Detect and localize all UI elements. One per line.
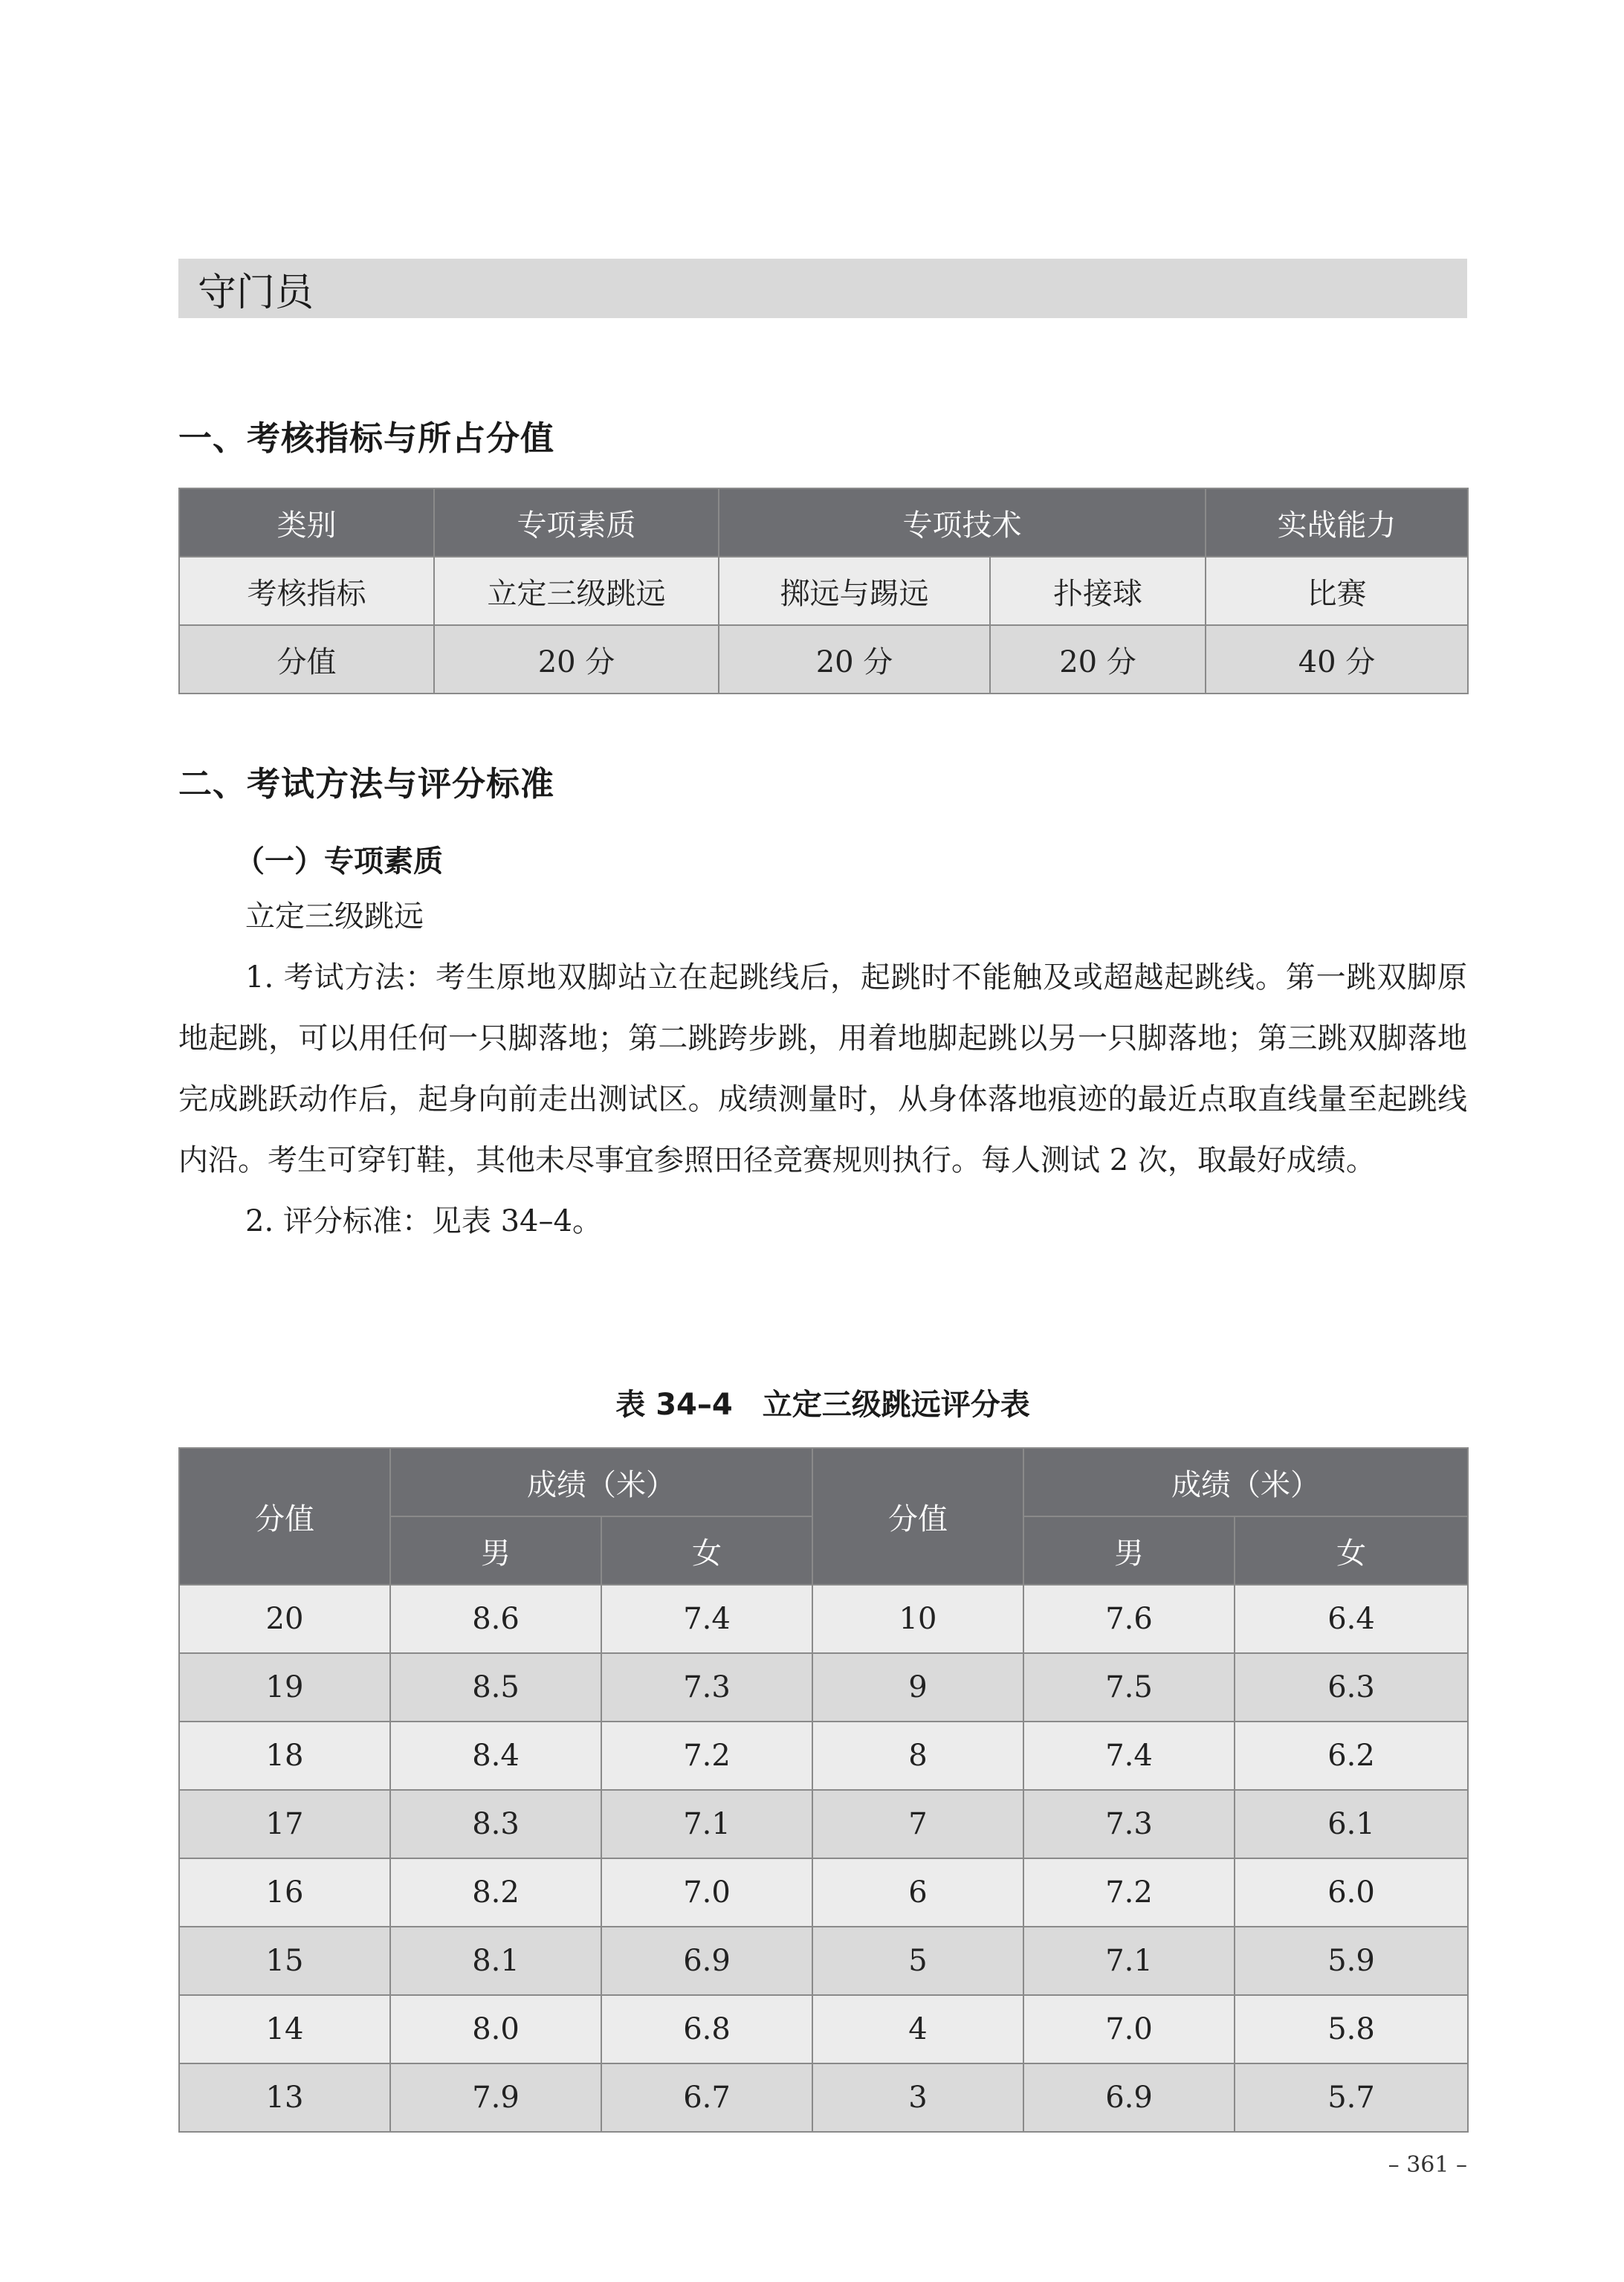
table-cell: 9: [812, 1653, 1023, 1722]
table-cell: 6.4: [1235, 1585, 1468, 1653]
table-cell: 20 分: [719, 625, 990, 694]
table-cell: 20 分: [434, 625, 719, 694]
table-cell: 8.4: [390, 1722, 601, 1790]
table-cell: 比赛: [1206, 557, 1468, 625]
indicator-table: [178, 488, 1469, 694]
table-cell: 掷远与踢远: [719, 557, 990, 625]
table-cell: 3: [812, 2063, 1023, 2132]
table-row: [179, 1722, 1468, 1790]
section-title-banner: [178, 259, 1467, 318]
body-text: [178, 886, 1467, 1252]
table-cell: 8.0: [390, 1995, 601, 2063]
header-cell: 专项技术: [719, 488, 1206, 557]
score-row: [179, 625, 1468, 694]
table-cell: 分值: [179, 625, 434, 694]
table-row: [179, 1585, 1468, 1653]
scoring-header-row: [179, 1448, 1468, 1516]
header-cell: 成绩（米）: [1023, 1448, 1468, 1516]
table-cell: 7.0: [601, 1858, 812, 1927]
header-cell: 女: [1235, 1516, 1468, 1585]
standard-paragraph: 2. 评分标准：见表 34–4。: [245, 1204, 602, 1238]
table-cell: 5.7: [1235, 2063, 1468, 2132]
header-cell: 女: [601, 1516, 812, 1585]
table-cell: 13: [179, 2063, 390, 2132]
header-cell: 分值: [179, 1448, 390, 1585]
table-cell: 17: [179, 1790, 390, 1858]
table-cell: 7.5: [1023, 1653, 1235, 1722]
table-cell: 18: [179, 1722, 390, 1790]
table-cell: 6.2: [1235, 1722, 1468, 1790]
table-cell: 5: [812, 1927, 1023, 1995]
table-cell: 10: [812, 1585, 1023, 1653]
table-row: [179, 2063, 1468, 2132]
table-row: [179, 1995, 1468, 2063]
table-cell: 5.9: [1235, 1927, 1468, 1995]
table-cell: 8.3: [390, 1790, 601, 1858]
header-cell: 类别: [179, 488, 434, 557]
table-caption: 表 34–4 立定三级跳远评分表: [615, 1388, 1030, 1422]
table-cell: 7.9: [390, 2063, 601, 2132]
section-title: 守门员: [198, 270, 314, 315]
heading-methods: 二、考试方法与评分标准: [178, 764, 555, 804]
table-cell: 7.3: [601, 1653, 812, 1722]
table-cell: 考核指标: [179, 557, 434, 625]
table-cell: 6.9: [601, 1927, 812, 1995]
table-cell: 4: [812, 1995, 1023, 2063]
table-cell: 14: [179, 1995, 390, 2063]
heading-indicators: 一、考核指标与所占分值: [178, 418, 555, 458]
table-cell: 7.1: [1023, 1927, 1235, 1995]
table-cell: 立定三级跳远: [434, 557, 719, 625]
table-cell: 7.3: [1023, 1790, 1235, 1858]
header-cell: 男: [390, 1516, 601, 1585]
table-cell: 20 分: [990, 625, 1206, 694]
table-cell: 6.8: [601, 1995, 812, 2063]
table-cell: 15: [179, 1927, 390, 1995]
indicator-row: [179, 557, 1468, 625]
table-cell: 20: [179, 1585, 390, 1653]
table-cell: 6.7: [601, 2063, 812, 2132]
table-cell: 6.3: [1235, 1653, 1468, 1722]
table-cell: 5.8: [1235, 1995, 1468, 2063]
table-cell: 40 分: [1206, 625, 1468, 694]
header-cell: 专项素质: [434, 488, 719, 557]
table-cell: 8.5: [390, 1653, 601, 1722]
table-cell: 7: [812, 1790, 1023, 1858]
table-cell: 7.2: [601, 1722, 812, 1790]
table-cell: 7.6: [1023, 1585, 1235, 1653]
subsection-title: （一）专项素质: [235, 844, 443, 879]
table-cell: 7.2: [1023, 1858, 1235, 1927]
table-row: [179, 1927, 1468, 1995]
table-cell: 7.4: [601, 1585, 812, 1653]
table-cell: 16: [179, 1858, 390, 1927]
item-title: 立定三级跳远: [245, 899, 424, 934]
table-cell: 7.4: [1023, 1722, 1235, 1790]
table-cell: 8.6: [390, 1585, 601, 1653]
indicator-header-row: [179, 488, 1468, 557]
table-cell: 6: [812, 1858, 1023, 1927]
table-cell: 6.1: [1235, 1790, 1468, 1858]
header-cell: 实战能力: [1206, 488, 1468, 557]
table-cell: 8: [812, 1722, 1023, 1790]
table-cell: 19: [179, 1653, 390, 1722]
header-cell: 成绩（米）: [390, 1448, 812, 1516]
table-row: [179, 1858, 1468, 1927]
header-cell: 分值: [812, 1448, 1023, 1585]
table-cell: 7.0: [1023, 1995, 1235, 2063]
table-cell: 扑接球: [990, 557, 1206, 625]
table-row: [179, 1653, 1468, 1722]
table-cell: 6.0: [1235, 1858, 1468, 1927]
table-cell: 8.1: [390, 1927, 601, 1995]
table-cell: 8.2: [390, 1858, 601, 1927]
header-cell: 男: [1023, 1516, 1235, 1585]
scoring-table: [178, 1447, 1469, 2133]
table-row: [179, 1790, 1468, 1858]
table-cell: 6.9: [1023, 2063, 1235, 2132]
table-cell: 7.1: [601, 1790, 812, 1858]
page-number: – 361 –: [1388, 2152, 1467, 2178]
method-paragraph: 1. 考试方法：考生原地双脚站立在起跳线后，起跳时不能触及或超越起跳线。第一跳双脚原地起跳，可以用任何一只脚落地；第二跳跨步跳，用着地脚起跳以另一只脚落地；第三跳双脚落地完成跳跃动作后，起身向前走出测试区。成绩测量时，从身体落地痕迹的最近点取直线量至起跳线内沿。考生可穿钉鞋，其他未尽事宜参照田径竞赛规则执行。每人测试 2 次，取最好成绩。: [178, 960, 1467, 1177]
